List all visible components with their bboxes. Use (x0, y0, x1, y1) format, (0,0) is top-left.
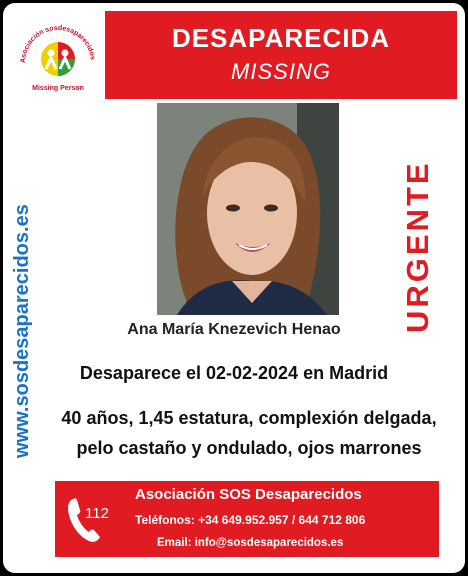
portrait-image (157, 103, 339, 315)
title-spanish: DESAPARECIDA (171, 23, 391, 53)
urgent-label: URGENTE (400, 160, 435, 333)
website-link[interactable]: www.sosdesaparecidos.es (11, 204, 33, 458)
title-english: MISSING (231, 59, 331, 84)
logo-emblem-icon (13, 11, 103, 87)
association-name: Asociación SOS Desaparecidos (135, 486, 362, 503)
contact-phones[interactable]: Teléfonos: +34 649.952.957 / 644 712 806 (135, 513, 366, 527)
missing-person-poster (3, 3, 465, 573)
logo-caption: Missing Person (32, 85, 84, 92)
association-logo (13, 11, 103, 99)
person-description (43, 403, 455, 463)
contact-footer (55, 481, 439, 557)
contact-email[interactable]: Email: info@sosdesaparecidos.es (157, 537, 344, 549)
description-line-2: pelo castaño y ondulado, ojos marrones (76, 438, 422, 458)
emergency-number[interactable]: 112 (85, 505, 109, 522)
person-name: Ana María Knezevich Henao (127, 321, 341, 338)
disappearance-date: Desaparece el 02-02-2024 en Madrid (79, 363, 389, 383)
header-banner (105, 11, 457, 99)
logo-arc-text: Asociación sosdesaparecidos (19, 24, 96, 64)
description-line-1: 40 años, 1,45 estatura, complexión delgada, (61, 408, 437, 428)
person-photo (157, 103, 339, 315)
